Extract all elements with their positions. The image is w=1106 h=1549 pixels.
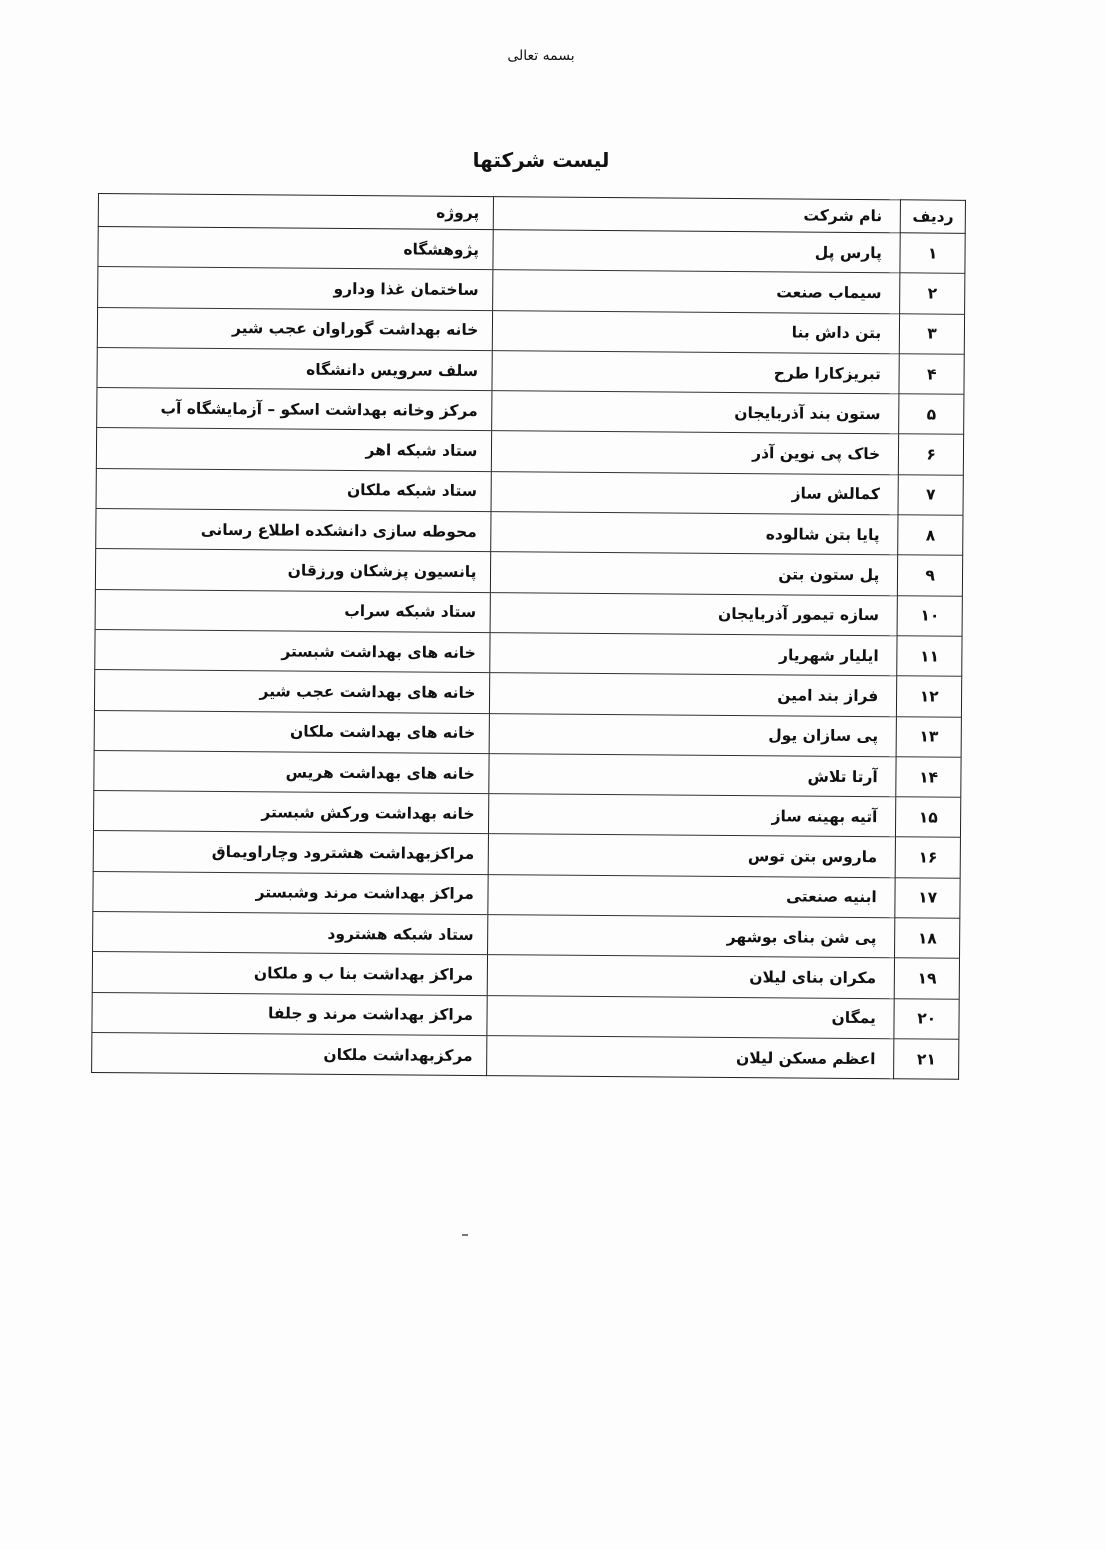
table-row — [94, 710, 961, 757]
company-name-cell: ابنیه صنعتی — [488, 874, 895, 917]
row-number-cell: ۷ — [898, 475, 963, 516]
header-row-number: ردیف — [901, 200, 966, 234]
table-row — [93, 912, 960, 959]
header-project: پروژه — [98, 194, 494, 230]
header-company-name: نام شرکت — [494, 197, 901, 233]
project-cell: مرکز وخانه بهداشت اسکو – آزمایشگاه آب — [97, 388, 493, 431]
company-name-cell: پی شن بنای بوشهر — [488, 915, 895, 958]
row-number-cell: ۱۰ — [897, 595, 962, 636]
project-cell: خانه های بهداشت هریس — [94, 750, 490, 793]
company-name-cell: اعظم مسکن لیلان — [487, 1036, 894, 1079]
row-number-cell: ۶ — [899, 434, 964, 475]
table-row — [95, 589, 962, 636]
table-body — [92, 227, 966, 1080]
project-cell: ستاد شبکه سراب — [95, 589, 491, 632]
page-title: لیست شرکتها — [472, 148, 610, 172]
project-cell: خانه بهداشت گوراوان عجب شیر — [97, 307, 493, 350]
company-name-cell: سازه تیمور آذربایجان — [490, 592, 897, 635]
company-name-cell: ستون بند آذربایجان — [492, 391, 899, 434]
company-name-cell: پل ستون بتن — [491, 552, 898, 595]
project-cell: پانسیون پزشکان ورزقان — [95, 549, 491, 592]
project-cell: ساختمان غذا ودارو — [98, 267, 494, 310]
row-number-cell: ۴ — [899, 354, 964, 395]
row-number-cell: ۱۲ — [897, 676, 962, 717]
company-name-cell: مکران بنای لیلان — [488, 955, 895, 998]
company-name-cell: آتیه بهینه ساز — [489, 794, 896, 837]
row-number-cell: ۸ — [898, 515, 963, 556]
table-row — [96, 428, 963, 475]
project-cell: ستاد شبکه هشترود — [93, 912, 489, 955]
company-name-cell: تبریزکارا طرح — [492, 350, 899, 393]
project-cell: خانه های بهداشت عجب شیر — [94, 670, 490, 713]
project-cell: مراکزبهداشت هشترود وچاراویماق — [93, 831, 489, 874]
company-name-cell: فراز بند امین — [490, 673, 897, 716]
company-name-cell: کمالش ساز — [491, 471, 898, 514]
project-cell: مرکزبهداشت ملکان — [92, 1032, 488, 1075]
row-number-cell: ۲۱ — [894, 1039, 959, 1080]
table-row — [95, 629, 962, 676]
company-table — [91, 193, 966, 1080]
company-name-cell: پارس پل — [493, 230, 900, 273]
table-row — [92, 992, 959, 1039]
row-number-cell: ۱۶ — [895, 837, 960, 878]
project-cell: ستاد شبکه اهر — [96, 428, 492, 471]
table-row — [94, 750, 961, 797]
company-name-cell: پایا بتن شالوده — [491, 512, 898, 555]
company-name-cell: یمگان — [487, 995, 894, 1038]
table-row — [98, 227, 965, 274]
row-number-cell: ۵ — [899, 394, 964, 435]
project-cell: مراکز بهداشت مرند وشبستر — [93, 871, 489, 914]
table-row — [97, 347, 964, 394]
table-row — [93, 871, 960, 918]
table-row — [93, 791, 960, 838]
row-number-cell: ۱۱ — [897, 636, 962, 677]
row-number-cell: ۱۸ — [895, 918, 960, 959]
project-cell: مراکز بهداشت مرند و جلفا — [92, 992, 488, 1035]
row-number-cell: ۳ — [900, 313, 965, 354]
company-name-cell: سیماب صنعت — [493, 270, 900, 313]
company-name-cell: آرتا تلاش — [489, 753, 896, 796]
table-row — [96, 468, 963, 515]
row-number-cell: ۱۳ — [896, 716, 961, 757]
table-row — [96, 509, 963, 556]
table-row — [95, 549, 962, 596]
company-table-wrapper — [91, 193, 966, 1080]
row-number-cell: ۲ — [900, 273, 965, 314]
basmala-header: بسمه تعالی — [507, 48, 575, 64]
project-cell: پژوهشگاه — [98, 227, 494, 270]
table-row — [92, 1032, 959, 1079]
row-number-cell: ۱ — [900, 233, 965, 274]
table-row — [97, 388, 964, 435]
company-name-cell: خاک پی نوین آذر — [492, 431, 899, 474]
row-number-cell: ۱۷ — [895, 878, 960, 919]
company-name-cell: ماروس بتن توس — [489, 834, 896, 877]
project-cell: محوطه سازی دانشکده اطلاع رسانی — [96, 509, 492, 552]
project-cell: مراکز بهداشت بنا ب و ملکان — [92, 952, 488, 995]
table-row — [93, 831, 960, 878]
row-number-cell: ۹ — [898, 555, 963, 596]
row-number-cell: ۲۰ — [894, 998, 959, 1039]
table-row — [97, 307, 964, 354]
project-cell: سلف سرویس دانشگاه — [97, 347, 493, 390]
company-name-cell: ایلیار شهریار — [490, 633, 897, 676]
row-number-cell: ۱۴ — [896, 757, 961, 798]
row-number-cell: ۱۹ — [894, 958, 959, 999]
company-name-cell: پی سازان یول — [490, 713, 897, 756]
project-cell: ستاد شبکه ملکان — [96, 468, 492, 511]
row-number-cell: ۱۵ — [896, 797, 961, 838]
scan-speck — [462, 1234, 468, 1236]
table-row — [92, 952, 959, 999]
project-cell: خانه های بهداشت شبستر — [95, 629, 491, 672]
project-cell: خانه های بهداشت ملکان — [94, 710, 490, 753]
table-row — [98, 267, 965, 314]
company-name-cell: بتن داش بنا — [493, 310, 900, 353]
project-cell: خانه بهداشت ورکش شبستر — [93, 791, 489, 834]
table-row — [94, 670, 961, 717]
